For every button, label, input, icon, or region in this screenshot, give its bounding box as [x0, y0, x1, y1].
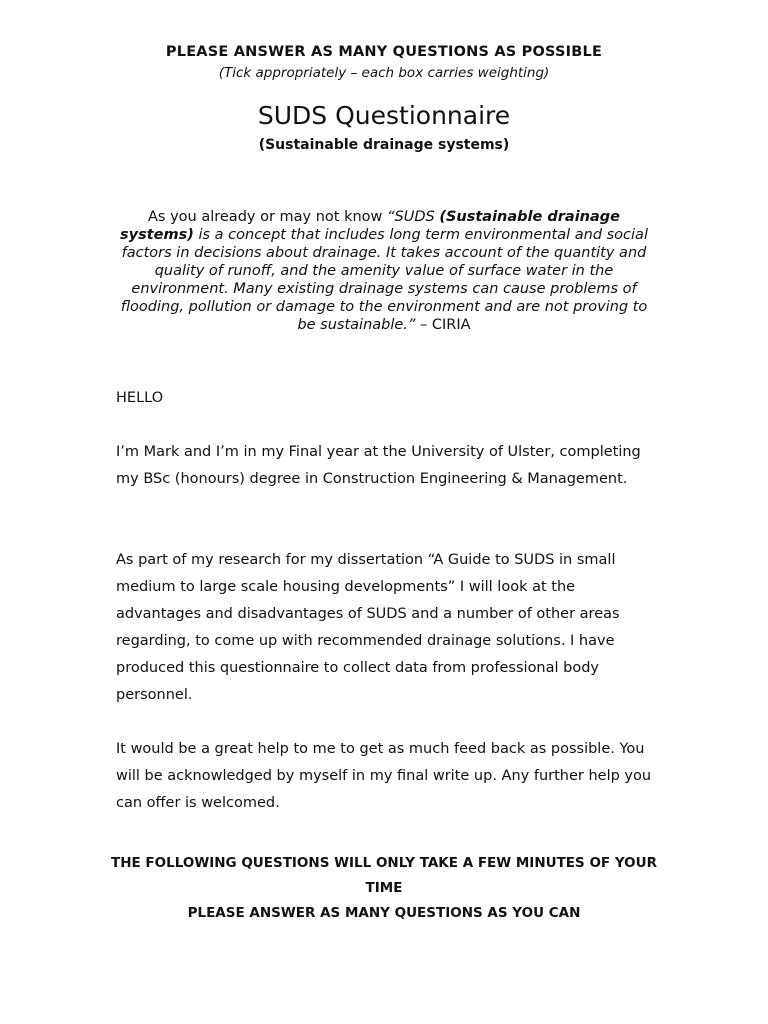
closing-notice [100, 851, 668, 926]
research-paragraph: As part of my research for my dissertation “A Guide to SUDS in small medium to large scale housing developments” I will look at the advantages and disadvantages of SUDS and a number of other areas regarding, to come up with recommended drainage solutions. I have produced this questionnaire to collect data from professional body personnel. [116, 552, 620, 703]
quote-attribution: – CIRIA [415, 317, 471, 333]
quote-term: (Sustainable drainage systems) [120, 209, 620, 243]
page-subtitle: (Sustainable drainage systems) [258, 137, 510, 153]
suds-definition-quote [112, 208, 656, 334]
closing-line-2: PLEASE ANSWER AS MANY QUESTIONS AS YOU CAN [187, 905, 581, 921]
page-title: SUDS Questionnaire [257, 101, 511, 130]
intro-paragraph: I’m Mark and I’m in my Final year at the University of Ulster, completing my BSc (honours) degree in Construction Engineering & Management. [116, 444, 641, 487]
greeting: HELLO [116, 390, 164, 406]
quote-intro: As you already or may not know [148, 209, 388, 225]
quote-body: is a concept that includes long term environmental and social factors in decisions about drainage. It takes account of the quantity and quality of runoff, and the amenity value of surface water in the environment. Many existing drainage systems can cause problems of flooding, pollution or damage to the environment and are not proving to be sustainable.” [120, 227, 648, 333]
top-heading: PLEASE ANSWER AS MANY QUESTIONS AS POSSIBLE [165, 44, 603, 60]
tick-instruction: (Tick appropriately – each box carries weighting) [218, 65, 550, 81]
quote-open: “SUDS [387, 209, 440, 225]
feedback-paragraph: It would be a great help to me to get as much feed back as possible. You will be acknowledged by myself in my final write up. Any further help you can offer is welcomed. [116, 741, 652, 811]
closing-line-1: THE FOLLOWING QUESTIONS WILL ONLY TAKE A FEW MINUTES OF YOUR TIME [111, 855, 657, 896]
